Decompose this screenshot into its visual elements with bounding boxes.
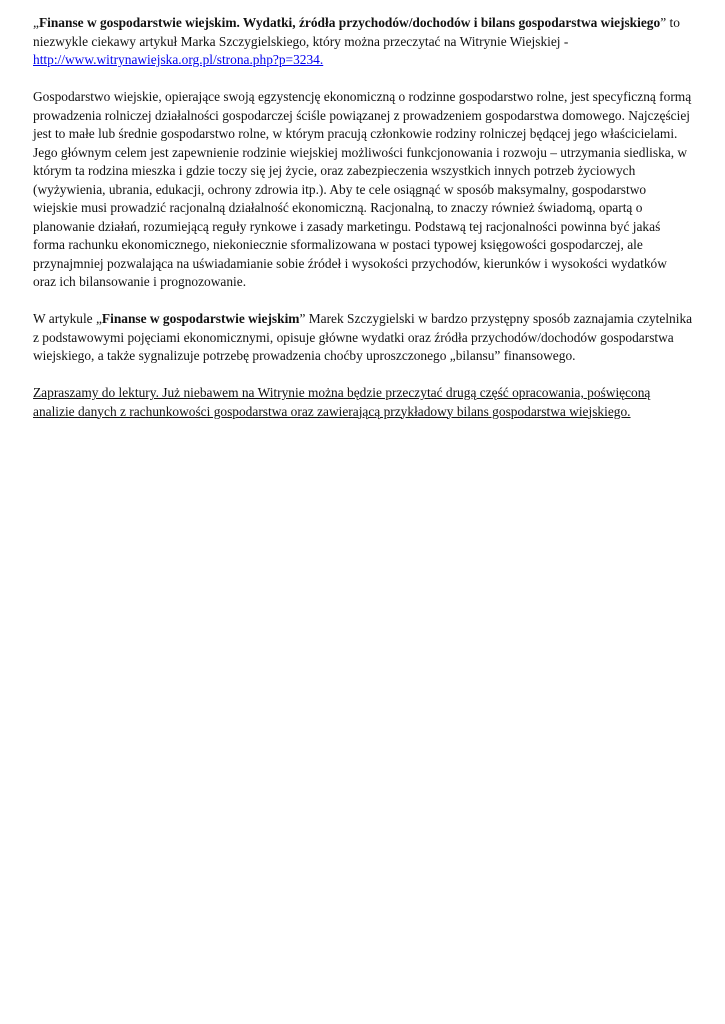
article-link[interactable]: http://www.witrynawiejska.org.pl/strona.php?p=3234. bbox=[33, 52, 324, 67]
intro-paragraph bbox=[33, 14, 693, 70]
summary-before: W artykule „ bbox=[33, 311, 102, 326]
intro-quote-open: „ bbox=[33, 15, 39, 30]
closing-paragraph: Zapraszamy do lektury. Już niebawem na Witrynie można będzie przeczytać drugą część opracowania, poświęconą analizie danych z rachunkowości gospodarstwa oraz zawierającą przykładowy bilans gospodarstwa wiejskiego. bbox=[33, 385, 651, 419]
article-title: Finanse w gospodarstwie wiejskim. Wydatki, źródła przychodów/dochodów i bilans gospodarstwa wiejskiego bbox=[38, 15, 661, 30]
document-page bbox=[33, 14, 693, 440]
summary-after: ” Marek Szczygielski w bardzo przystępny sposób zaznajamia czytelnika z podstawowymi pojęciami ekonomicznymi, opisuje główne wydatki oraz źródła przychodów/dochodów gospodarstwa wiejskiego, a także sygnalizuje potrzebę prowadzenia choćby uproszczonego „bilansu” finansowego. bbox=[33, 311, 693, 363]
summary-paragraph bbox=[33, 310, 693, 366]
intro-text: ” to niezwykle ciekawy artykuł Marka Szczygielskiego, który można przeczytać na Witrynie Wiejskiej - bbox=[33, 15, 680, 49]
summary-article-title: Finanse w gospodarstwie wiejskim bbox=[101, 311, 300, 326]
body-paragraph: Gospodarstwo wiejskie, opierające swoją egzystencję ekonomiczną o rodzinne gospodarstwo rolne, jest specyficzną formą prowadzenia rolniczej działalności gospodarczej ściśle powiązanej z prowadzeniem gospodarstwa domowego. Najczęściej jest to małe lub średnie gospodarstwo rolne, w którym pracują członkowie rodziny rolniczej będącej jego właścicielami. Jego głównym celem jest zapewnienie rodzinie wiejskiej możliwości funkcjonowania i rozwoju – utrzymania siedliska, w którym ta rodzina mieszka i gdzie toczy się jej życie, oraz zabezpieczenia wszystkich innych potrzeb życiowych (wyżywienia, ubrania, edukacji, ochrony zdrowia itp.). Aby te cele osiągnąć w sposób maksymalny, gospodarstwo wiejskie musi prowadzić racjonalną działalność ekonomiczną. Racjonalną, to znaczy również świadomą, opartą o planowanie działań, rozumiejącą reguły rynkowe i zasady marketingu. Podstawą tej racjonalności powinna być jakaś forma rachunku ekonomicznego, niekoniecznie sformalizowana w postaci typowej księgowości gospodarczej, ale przynajmniej pozwalająca na uświadamianie sobie źródeł i wysokości przychodów, kierunków i wysokości wydatków oraz ich bilansowanie i prognozowanie. bbox=[33, 89, 692, 289]
